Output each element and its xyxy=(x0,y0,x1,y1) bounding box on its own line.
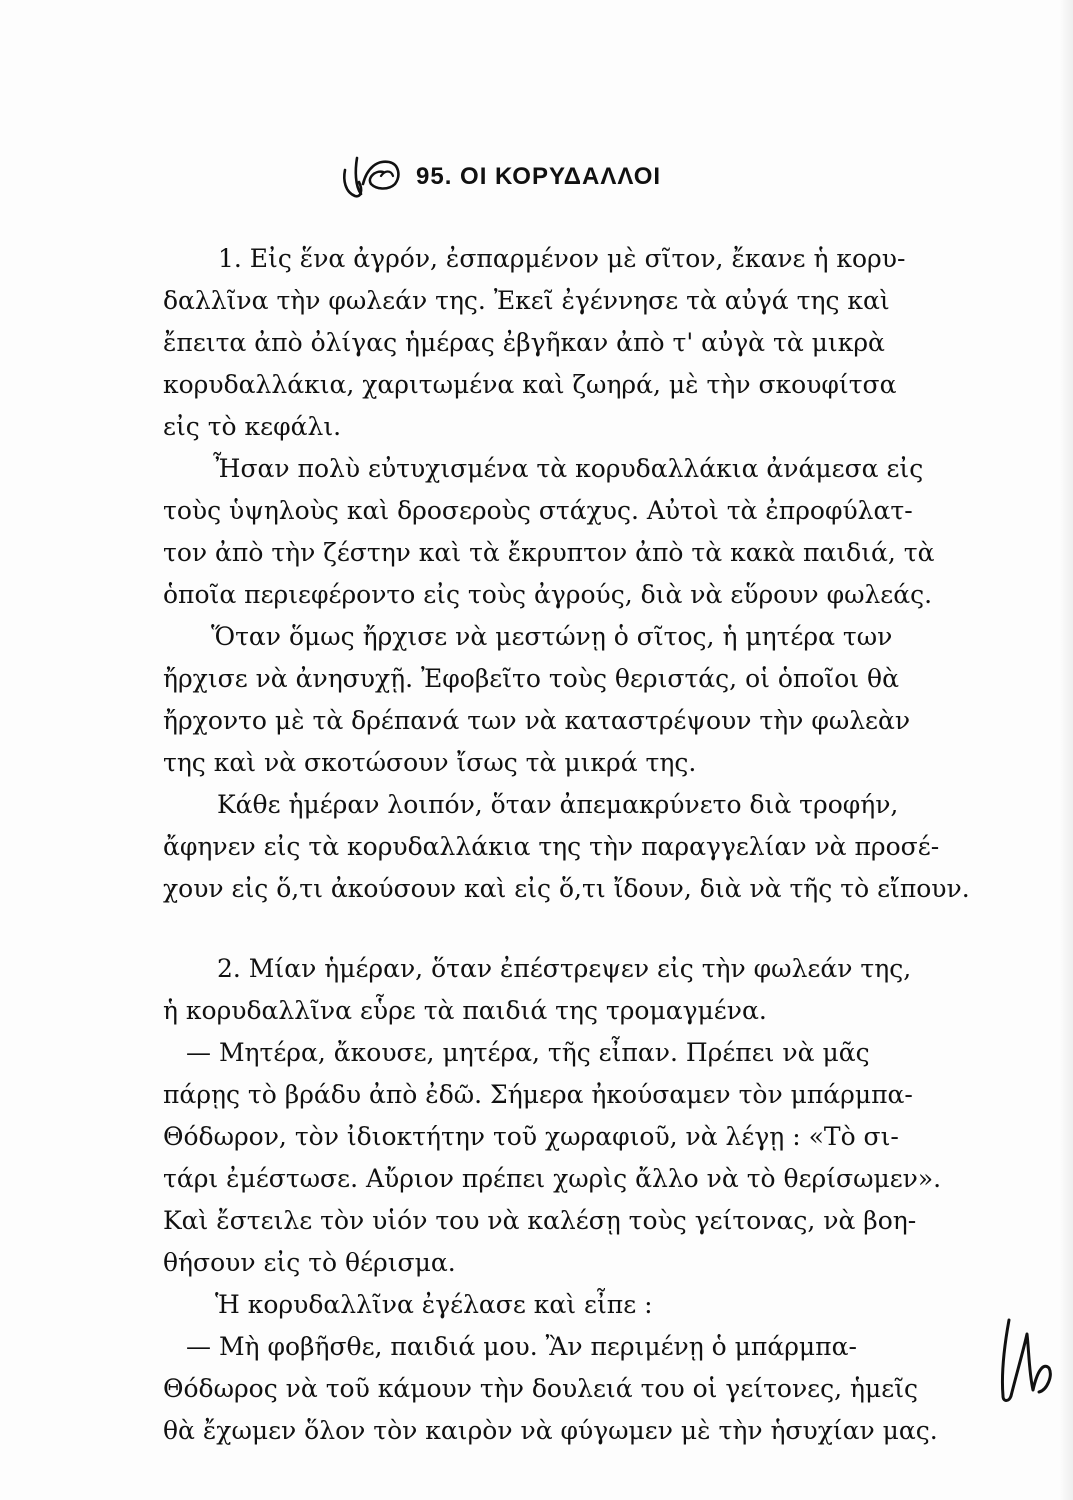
text-line: Ἦσαν πολὺ εὐτυχισμένα τὰ κορυδαλλάκια ἀνάμεσα εἰς xyxy=(213,454,924,483)
text-line: ἡ κορυδαλλῖνα εὗρε τὰ παιδιά της τρομαγμένα. xyxy=(163,996,767,1025)
text-line: 2. Μίαν ἡμέραν, ὅταν ἐπέστρεψεν εἰς τὴν φωλεάν της, xyxy=(217,954,912,983)
text-line: Ὅταν ὅμως ἤρχισε νὰ μεστώνῃ ὁ σῖτος, ἡ μητέρα των xyxy=(211,622,893,651)
text-line: Καὶ ἔστειλε τὸν υἱόν του νὰ καλέσῃ τοὺς γείτονας, νὰ βοη- xyxy=(163,1206,917,1235)
text-line: πάρῃς τὸ βράδυ ἀπὸ ἐδῶ. Σήμερα ἠκούσαμεν τὸν μπάρμπα- xyxy=(163,1080,913,1109)
text-line: τοὺς ὑψηλοὺς καὶ δροσεροὺς στάχυς. Αὐτοὶ τὰ ἐπροφύλατ- xyxy=(163,496,913,525)
text-line: θήσουν εἰς τὸ θέρισμα. xyxy=(163,1248,456,1277)
text-line: — Μητέρα, ἄκουσε, μητέρα, τῆς εἶπαν. Πρέπει νὰ μᾶς xyxy=(186,1038,870,1067)
handwritten-margin-mark-icon xyxy=(995,1312,1055,1404)
text-line: ὁποῖα περιεφέροντο εἰς τοὺς ἀγρούς, διὰ νὰ εὕρουν φωλεάς. xyxy=(163,580,933,609)
text-line: Ἡ κορυδαλλῖνα ἐγέλασε καὶ εἶπε : xyxy=(215,1290,653,1319)
text-line: 1. Εἰς ἕνα ἀγρόν, ἐσπαρμένον μὲ σῖτον, ἔκανε ἡ κορυ- xyxy=(218,244,906,273)
text-line: τον ἀπὸ τὴν ζέστην καὶ τὰ ἔκρυπτον ἀπὸ τὰ κακὰ παιδιά, τὰ xyxy=(163,538,935,567)
text-line: ἤρχισε νὰ ἀνησυχῇ. Ἐφοβεῖτο τοὺς θεριστάς, οἱ ὁποῖοι θὰ xyxy=(163,664,899,693)
text-line: ἤρχοντο μὲ τὰ δρέπανά των νὰ καταστρέψουν τὴν φωλεὰν xyxy=(163,706,911,735)
chapter-heading xyxy=(416,163,661,191)
text-line: εἰς τὸ κεφάλι. xyxy=(163,412,342,441)
text-line: — Μὴ φοβῆσθε, παιδιά μου. Ἂν περιμένῃ ὁ μπάρμπα- xyxy=(186,1332,857,1361)
text-line: της καὶ νὰ σκοτώσουν ἴσως τὰ μικρά της. xyxy=(163,748,697,777)
text-line: ἔπειτα ἀπὸ ὀλίγας ἡμέρας ἐβγῆκαν ἀπὸ τ' αὐγὰ τὰ μικρὰ xyxy=(163,328,885,357)
chapter-number: 95. xyxy=(416,163,453,190)
text-line: κορυδαλλάκια, χαριτωμένα καὶ ζωηρά, μὲ τὴν σκουφίτσα xyxy=(163,370,897,399)
page-edge-shadow xyxy=(1059,0,1073,1500)
text-line: Κάθε ἡμέραν λοιπόν, ὅταν ἀπεμακρύνετο διὰ τροφήν, xyxy=(217,790,899,819)
text-line: θὰ ἔχωμεν ὅλον τὸν καιρὸν νὰ φύγωμεν μὲ τὴν ἡσυχίαν μας. xyxy=(163,1416,938,1445)
handwritten-mark-icon xyxy=(337,140,407,200)
text-line: δαλλῖνα τὴν φωλεάν της. Ἐκεῖ ἐγέννησε τὰ αὐγά της καὶ xyxy=(163,286,890,315)
text-line: Θόδωρος νὰ τοῦ κάμουν τὴν δουλειά του οἱ γείτονες, ἡμεῖς xyxy=(163,1374,918,1403)
text-line: χουν εἰς ὅ,τι ἀκούσουν καὶ εἰς ὅ,τι ἴδουν, διὰ νὰ τῆς τὸ εἴπουν. xyxy=(163,874,970,903)
chapter-title: ΟΙ ΚΟΡΥΔΑΛΛΟΙ xyxy=(460,163,662,190)
text-line: Θόδωρον, τὸν ἰδιοκτήτην τοῦ χωραφιοῦ, νὰ λέγῃ : «Τὸ σι- xyxy=(163,1122,899,1151)
text-line: ἄφηνεν εἰς τὰ κορυδαλλάκια της τὴν παραγγελίαν νὰ προσέ- xyxy=(163,832,940,861)
text-line: τάρι ἐμέστωσε. Αὔριον πρέπει χωρὶς ἄλλο νὰ τὸ θερίσωμεν». xyxy=(163,1164,942,1193)
